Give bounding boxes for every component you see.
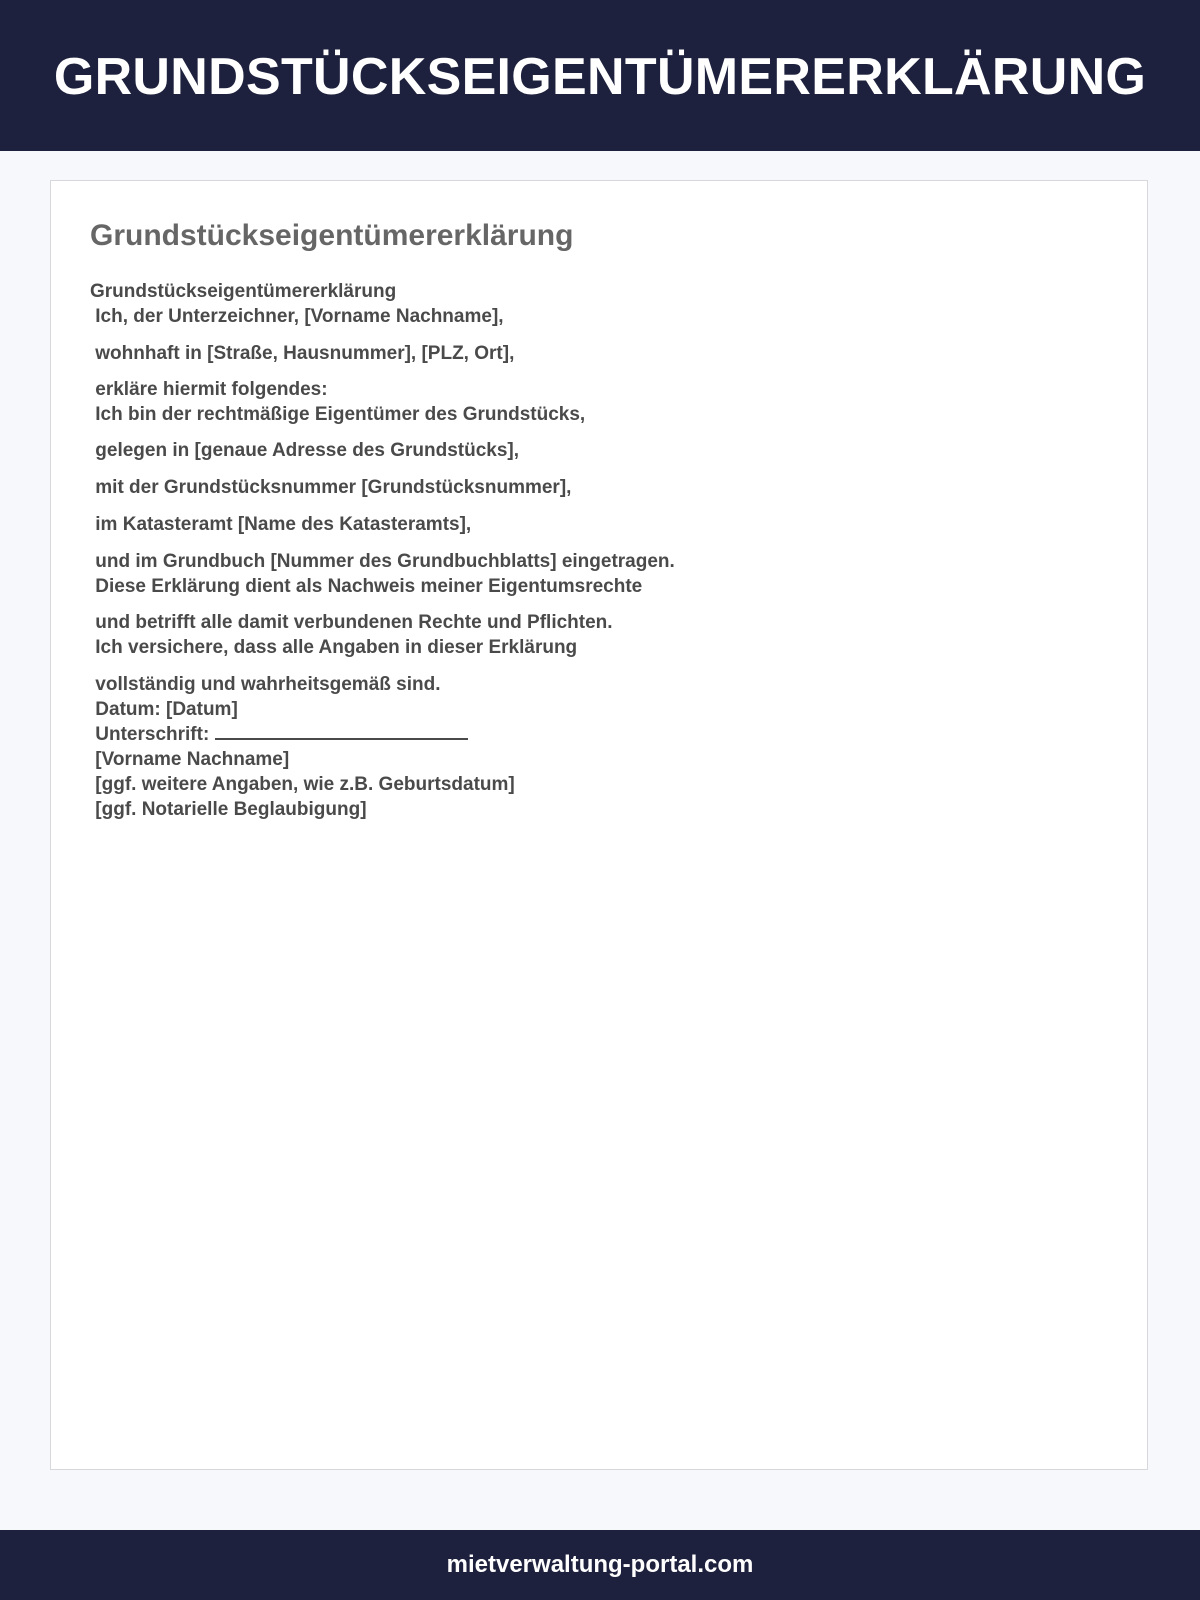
document-line: erkläre hiermit folgendes: xyxy=(90,379,328,400)
document-line: gelegen in [genaue Adresse des Grundstücks], xyxy=(90,440,520,461)
document-card xyxy=(50,180,1148,1470)
document-line: und im Grundbuch [Nummer des Grundbuchblatts] eingetragen. xyxy=(90,551,675,572)
document-line: Ich bin der rechtmäßige Eigentümer des Grundstücks, xyxy=(90,404,586,425)
document-line: Ich, der Unterzeichner, [Vorname Nachname], xyxy=(90,306,504,327)
document-line: wohnhaft in [Straße, Hausnummer], [PLZ, Ort], xyxy=(90,343,515,364)
document-line: vollständig und wahrheitsgemäß sind. xyxy=(90,674,441,695)
page-header xyxy=(0,0,1200,151)
signature-label: Unterschrift: xyxy=(90,724,210,745)
document-line: Ich versichere, dass alle Angaben in dieser Erklärung xyxy=(90,637,578,658)
header-title: GRUNDSTÜCKSEIGENTÜMERERKLÄRUNG xyxy=(53,47,1147,106)
document-line: Datum: [Datum] xyxy=(90,699,238,720)
document-line: [ggf. Notarielle Beglaubigung] xyxy=(90,799,367,820)
document-line: Diese Erklärung dient als Nachweis meiner Eigentumsrechte xyxy=(90,576,643,597)
footer-domain: mietverwaltung-portal.com xyxy=(446,1551,754,1578)
document-heading: Grundstückseigentümererklärung xyxy=(90,219,574,252)
document-line: Grundstückseigentümererklärung xyxy=(90,281,397,302)
document-line: und betrifft alle damit verbundenen Rechte und Pflichten. xyxy=(90,612,613,633)
document-line: im Katasteramt [Name des Katasteramts], xyxy=(90,514,472,535)
page-footer xyxy=(0,1530,1200,1600)
document-line: [ggf. weitere Angaben, wie z.B. Geburtsdatum] xyxy=(90,774,515,795)
document-line: [Vorname Nachname] xyxy=(90,749,290,770)
signature-line xyxy=(215,738,468,740)
signature-row xyxy=(90,724,468,746)
document-line: mit der Grundstücksnummer [Grundstücksnummer], xyxy=(90,477,572,498)
